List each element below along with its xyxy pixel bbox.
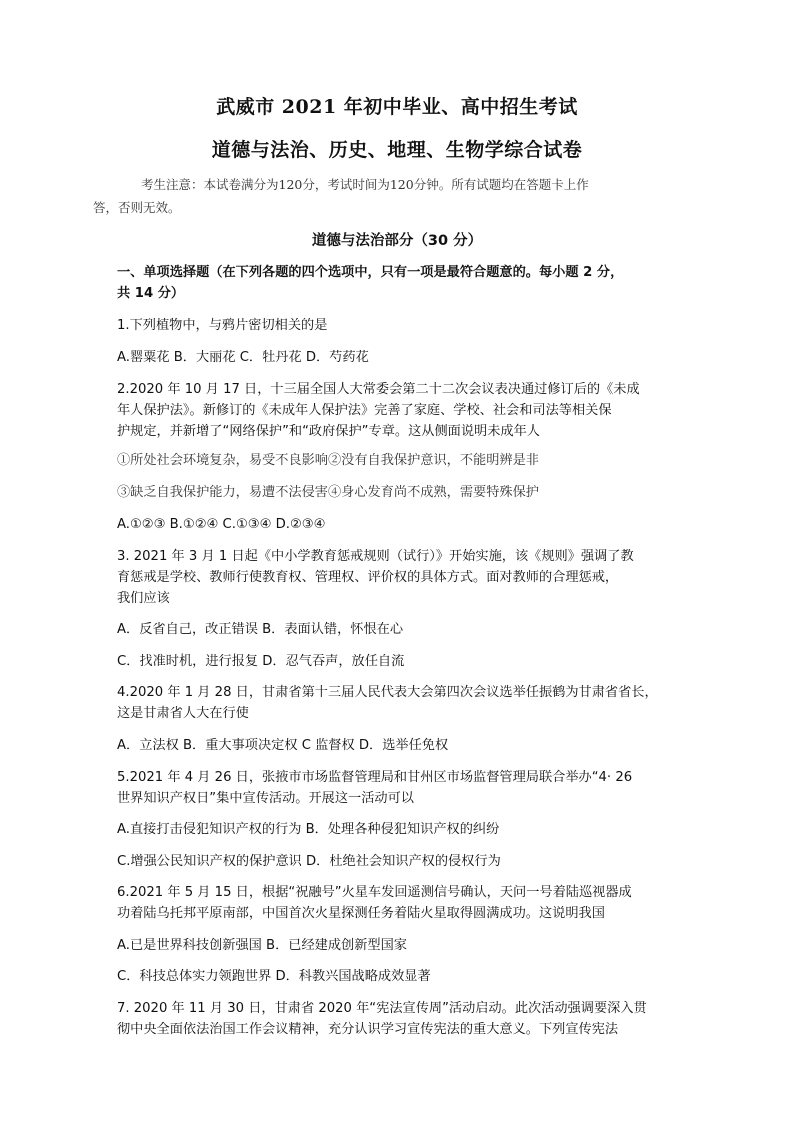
- part-heading-line-1: 一、单项选择题（在下列各题的四个选项中，只有一项是最符合题意的。每小题 2 分，: [117, 265, 624, 280]
- question-7-stem-line-1: 7. 2020 年 11 月 30 日，甘肃省 2020 年“宪法宣传周”活动启动。此次活动强调要深入贯: [117, 1001, 647, 1016]
- question-5-stem-line-2: 世界知识产权日”集中宣传活动。开展这一活动可以: [117, 791, 414, 806]
- question-1-stem: 1.下列植物中，与鸦片密切相关的是: [117, 318, 328, 333]
- exam-subtitle: 道德与法治、历史、地理、生物学综合试卷: [211, 139, 583, 161]
- question-2-options: A.①②③ B.①②④ C.①③④ D.②③④: [117, 517, 326, 532]
- notice-line-2: 答，否则无效。: [93, 200, 181, 215]
- question-2-stem-line-3: 护规定，并新增了“网络保护”和“政府保护”专章。这从侧面说明未成年人: [117, 424, 540, 439]
- question-3-stem-line-2: 育惩戒是学校、教师行使教育权、管理权、评价权的具体方式。面对教师的合理惩戒，: [117, 570, 619, 585]
- question-2-statements-line-2: ③缺乏自我保护能力，易遭不法侵害④身心发育尚不成熟，需要特殊保护: [117, 485, 539, 500]
- exam-title: 武威市 2021 年初中毕业、高中招生考试: [216, 96, 578, 118]
- question-4-stem-line-1: 4.2020 年 1 月 28 日，甘肃省第十三届人民代表大会第四次会议选举任振鹤为甘肃省省长，: [117, 685, 658, 700]
- question-6-stem-line-1: 6.2021 年 5 月 15 日，根据“祝融号”火星车发回遥测信号确认，天问一号着陆巡视器成: [117, 885, 632, 900]
- question-3-stem-line-1: 3. 2021 年 3 月 1 日起《中小学教育惩戒规则（试行）》开始实施，该《规则》强调了教: [117, 549, 634, 564]
- question-4-stem-line-2: 这是甘肃省人大在行使: [117, 706, 249, 721]
- question-3-options-line-2: C．找准时机，进行报复 D．忍气吞声，放任自流: [117, 654, 405, 669]
- section-title: 道德与法治部分（30 分）: [311, 233, 483, 249]
- question-3-options-line-1: A．反省自己，改正错误 B．表面认错，怀恨在心: [117, 622, 404, 637]
- question-6-stem-line-2: 功着陆乌托邦平原南部，中国首次火星探测任务着陆火星取得圆满成功。这说明我国: [117, 906, 605, 921]
- question-5-options-line-2: C.增强公民知识产权的保护意识 D．杜绝社会知识产权的侵权行为: [117, 854, 501, 869]
- question-1-options: A.罂粟花 B．大丽花 C．牡丹花 D．芍药花: [117, 350, 369, 365]
- question-4-options: A．立法权 B．重大事项决定权 C 监督权 D．选举任免权: [117, 738, 449, 753]
- notice-line-1: 考生注意：本试卷满分为120分，考试时间为120分钟。所有试题均在答题卡上作: [141, 177, 589, 192]
- part-heading-line-2: 共 14 分）: [117, 286, 185, 301]
- question-2-statements-line-1: ①所处社会环境复杂，易受不良影响②没有自我保护意识，不能明辨是非: [117, 453, 539, 468]
- question-5-stem-line-1: 5.2021 年 4 月 26 日，张掖市市场监督管理局和甘州区市场监督管理局联合举办“4· 26: [117, 770, 633, 785]
- question-6-options-line-1: A.已是世界科技创新强国 B．已经建成创新型国家: [117, 938, 407, 953]
- question-7-stem-line-2: 彻中央全面依法治国工作会议精神，充分认识学习宣传宪法的重大意义。下列宣传宪法: [117, 1022, 619, 1037]
- candidate-notice: [93, 173, 677, 219]
- question-6-options-line-2: C．科技总体实力领跑世界 D．科教兴国战略成效显著: [117, 969, 431, 984]
- question-3-stem-line-3: 我们应该: [117, 591, 170, 606]
- question-2-stem-line-1: 2.2020 年 10 月 17 日，十三届全国人大常委会第二十二次会议表决通过修订后的《未成: [117, 382, 640, 397]
- question-5-options-line-1: A.直接打击侵犯知识产权的行为 B．处理各种侵犯知识产权的纠纷: [117, 822, 500, 837]
- question-2-stem-line-2: 年人保护法》。新修订的《未成年人保护法》完善了家庭、学校、社会和司法等相关保: [117, 403, 612, 418]
